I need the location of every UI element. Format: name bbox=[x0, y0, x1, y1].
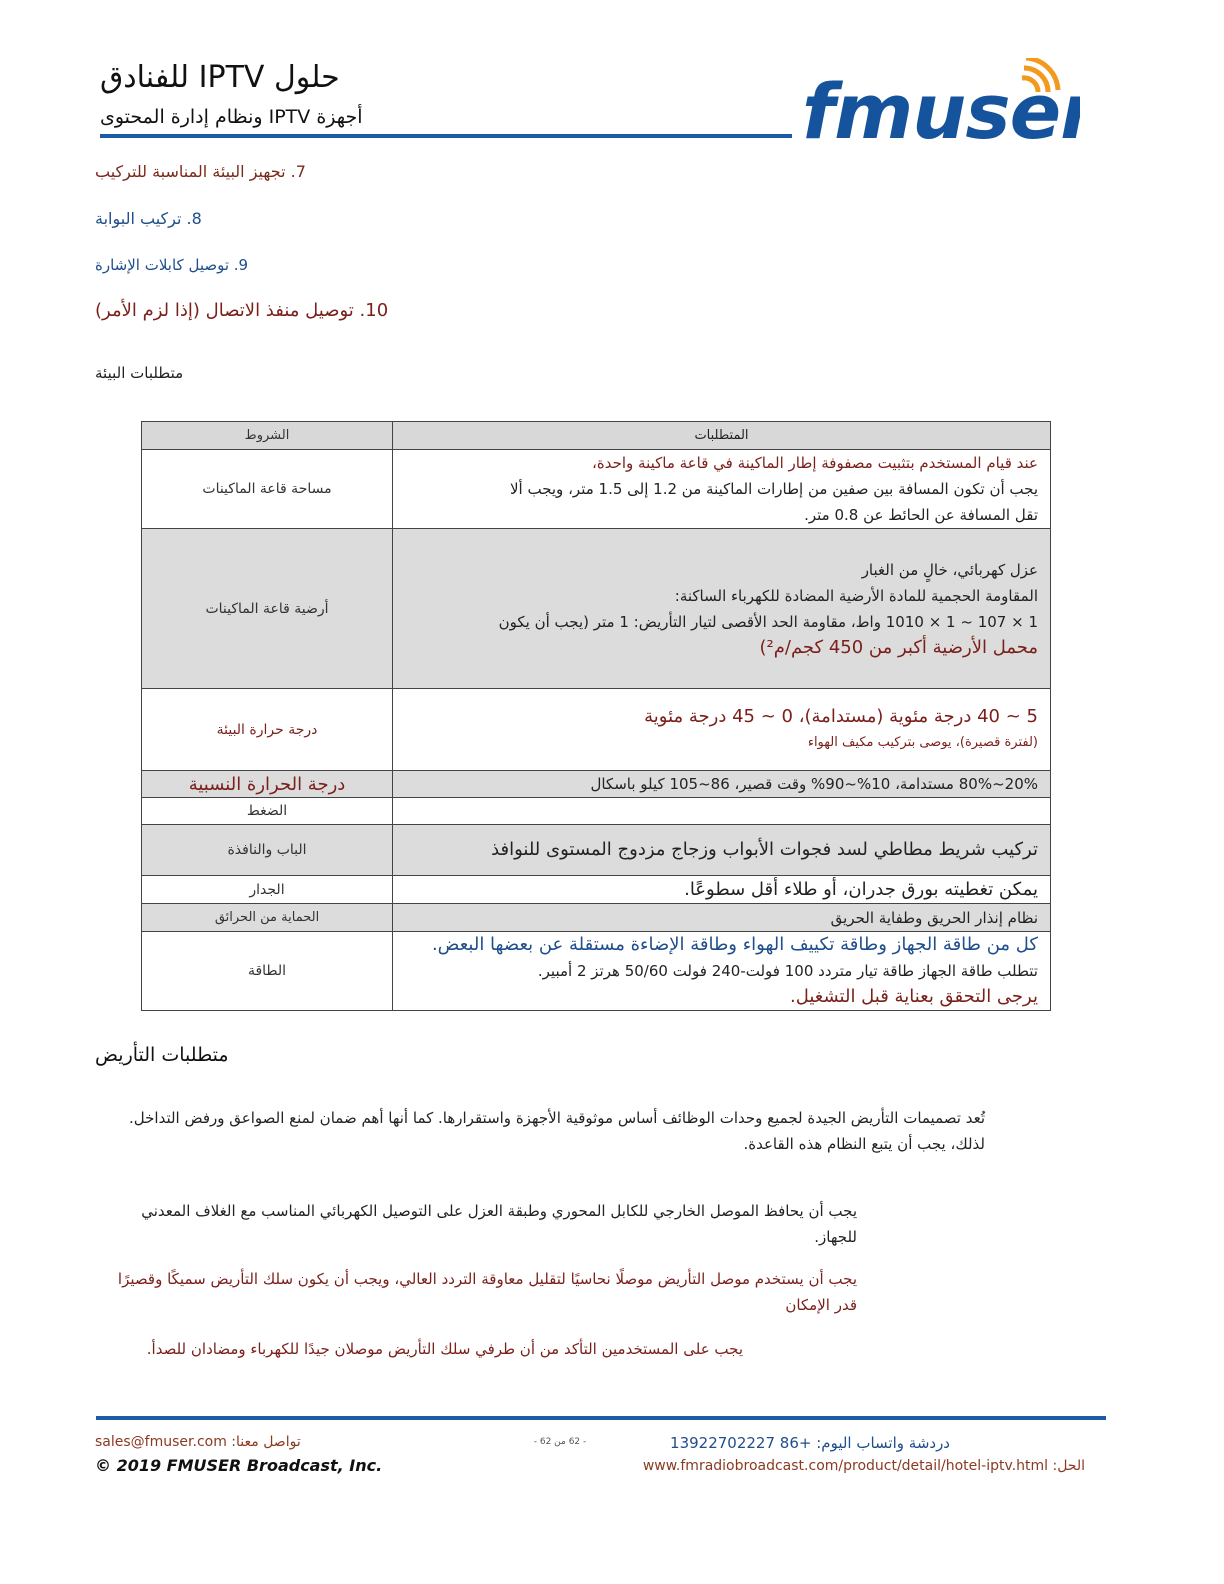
requirement-cell bbox=[393, 798, 1051, 825]
logo-text: fmuser bbox=[802, 67, 1080, 148]
header-conditions: الشروط bbox=[142, 422, 393, 450]
condition-cell: درجة حرارة البيئة bbox=[142, 689, 393, 771]
requirement-line: تقل المسافة عن الحائط عن 0.8 متر. bbox=[804, 506, 1038, 524]
step-9: 9. توصيل كابلات الإشارة bbox=[95, 256, 249, 274]
step-8: 8. تركيب البوابة bbox=[95, 209, 202, 228]
grounding-paragraph: تُعد تصميمات التأريض الجيدة لجميع وحدات الوظائف أساس موثوقية الأجهزة واستقرارها. كما أنها أهم ضمان لمنع الصواعق ورفض التداخل. لذلك، يجب أن يتبع النظام هذه القاعدة. bbox=[129, 1109, 985, 1153]
condition-cell: الطاقة bbox=[142, 932, 393, 1011]
requirement-cell bbox=[393, 825, 1051, 876]
table-row bbox=[142, 689, 1051, 771]
table-row bbox=[142, 825, 1051, 876]
table-header-row bbox=[142, 422, 1051, 450]
requirement-line: 20%~80% مستدامة، 10%~90% وقت قصير، 86~105 كيلو باسكال bbox=[590, 775, 1038, 793]
condition-cell: مساحة قاعة الماكينات bbox=[142, 450, 393, 529]
requirement-cell bbox=[393, 771, 1051, 798]
requirement-line: عند قيام المستخدم بتثبيت مصفوفة إطار الماكينة في قاعة ماكينة واحدة، bbox=[592, 454, 1038, 472]
table-row bbox=[142, 529, 1051, 689]
requirement-line: المقاومة الحجمية للمادة الأرضية المضادة للكهرباء الساكنة: bbox=[674, 586, 1038, 605]
requirement-line: يمكن تغطيته بورق جدران، أو طلاء أقل سطوعًا. bbox=[684, 878, 1038, 900]
condition-cell: الجدار bbox=[142, 876, 393, 904]
condition-cell: الباب والنافذة bbox=[142, 825, 393, 876]
footer-divider bbox=[96, 1416, 1106, 1420]
document-title: حلول IPTV للفنادق bbox=[100, 60, 340, 95]
table-row bbox=[142, 932, 1051, 1011]
footer-url[interactable]: الحل: www.fmradiobroadcast.com/product/detail/hotel-iptv.html bbox=[642, 1458, 1085, 1474]
requirement-cell bbox=[393, 450, 1051, 529]
table-row bbox=[142, 771, 1051, 798]
requirement-line: 5 ~ 40 درجة مئوية (مستدامة)، 0 ~ 45 درجة مئوية bbox=[644, 705, 1038, 727]
requirement-line: تركيب شريط مطاطي لسد فجوات الأبواب وزجاج مزدوج المستوى للنوافذ bbox=[491, 839, 1038, 860]
requirement-line: يرجى التحقق بعناية قبل التشغيل. bbox=[790, 986, 1038, 1007]
step-10: 10. توصيل منفذ الاتصال (إذا لزم الأمر) bbox=[95, 300, 389, 321]
requirement-line: (لفترة قصيرة)، يوصى بتركيب مكيف الهواء bbox=[807, 734, 1038, 750]
condition-cell: أرضية قاعة الماكينات bbox=[142, 529, 393, 689]
footer-contact-email[interactable]: sales@fmuser.com :تواصل معنا bbox=[95, 1434, 301, 1450]
fmuser-logo bbox=[800, 58, 1080, 148]
requirement-line: يجب أن تكون المسافة بين صفين من إطارات الماكينة من 1.2 إلى 1.5 متر، ويجب ألا bbox=[509, 480, 1038, 498]
logo-signal-icon bbox=[800, 58, 1080, 148]
table-row bbox=[142, 876, 1051, 904]
requirement-line: 1 × 107 ~ 1 × 1010 واط، مقاومة الحد الأقصى لتيار التأريض: 1 متر (يجب أن يكون bbox=[498, 612, 1038, 631]
requirement-cell bbox=[393, 689, 1051, 771]
requirement-line: عزل كهربائي، خالٍ من الغبار bbox=[861, 560, 1038, 579]
requirement-line: نظام إنذار الحريق وطفاية الحريق bbox=[830, 908, 1038, 927]
document-subtitle: أجهزة IPTV ونظام إدارة المحتوى bbox=[100, 106, 363, 128]
condition-cell: الضغط bbox=[142, 798, 393, 825]
grounding-requirements-title: متطلبات التأريض bbox=[95, 1044, 229, 1066]
requirement-cell bbox=[393, 932, 1051, 1011]
requirement-line: كل من طاقة الجهاز وطاقة تكييف الهواء وطاقة الإضاءة مستقلة عن بعضها البعض. bbox=[431, 934, 1038, 955]
condition-cell: درجة الحرارة النسبية bbox=[142, 771, 393, 798]
environment-requirements-title: متطلبات البيئة bbox=[95, 364, 184, 382]
table-row bbox=[142, 798, 1051, 825]
requirement-line: تتطلب طاقة الجهاز طاقة تيار متردد 100 فولت-240 فولت 50/60 هرتز 2 أمبير. bbox=[537, 962, 1038, 980]
header-requirements: المتطلبات bbox=[393, 422, 1051, 450]
footer-whatsapp[interactable]: دردشة واتساب اليوم: +86 13922702227 bbox=[670, 1434, 950, 1452]
requirement-cell bbox=[393, 529, 1051, 689]
header-divider bbox=[100, 134, 792, 138]
requirement-line: محمل الأرضية أكبر من 450 كجم/م²) bbox=[759, 636, 1038, 658]
page-number: - 62 من 62 - bbox=[533, 1437, 587, 1447]
step-7: 7. تجهيز البيئة المناسبة للتركيب bbox=[95, 162, 306, 181]
environment-requirements-table bbox=[141, 421, 1051, 1011]
requirement-cell bbox=[393, 904, 1051, 932]
requirement-cell bbox=[393, 876, 1051, 904]
grounding-paragraph: يجب على المستخدمين التأكد من أن طرفي سلك التأريض موصلان جيدًا للكهرباء ومضادان للصدأ. bbox=[146, 1340, 743, 1358]
grounding-paragraph: يجب أن يستخدم موصل التأريض موصلًا نحاسيًا لتقليل معاوقة التردد العالي، ويجب أن يكون سلك التأريض سميكًا وقصيرًا قدر الإمكان bbox=[117, 1270, 857, 1314]
table-row bbox=[142, 904, 1051, 932]
grounding-paragraph: يجب أن يحافظ الموصل الخارجي للكابل المحوري وطبقة العزل على التوصيل الكهربائي المناسب مع الغلاف المعدني للجهاز. bbox=[141, 1202, 857, 1246]
condition-cell: الحماية من الحرائق bbox=[142, 904, 393, 932]
footer-copyright: © 2019 FMUSER Broadcast, Inc. bbox=[95, 1456, 383, 1475]
table-row bbox=[142, 450, 1051, 529]
